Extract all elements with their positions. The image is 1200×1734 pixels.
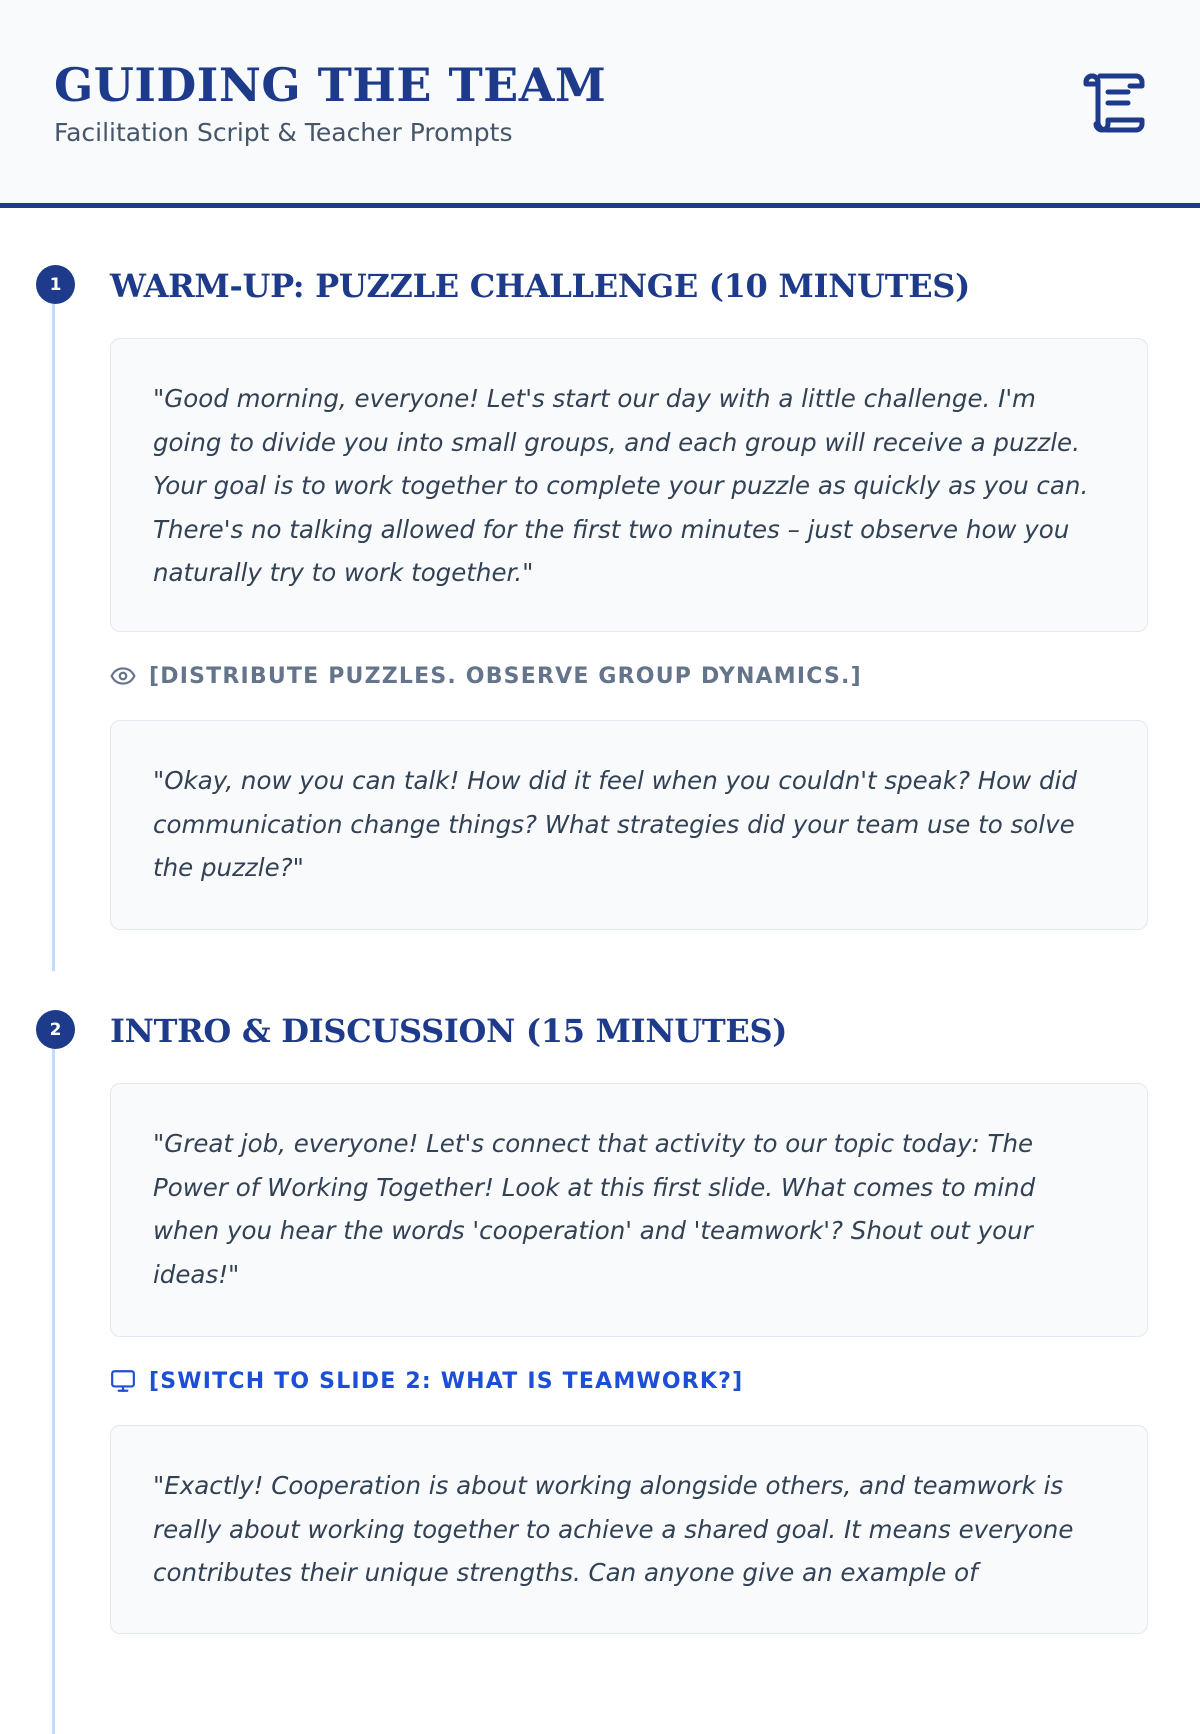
section-heading: INTRO & DISCUSSION (15 MINUTES) bbox=[110, 1012, 788, 1050]
monitor-icon bbox=[110, 1368, 136, 1394]
script-content bbox=[0, 265, 1200, 1634]
script-quote: "Okay, now you can talk! How did it feel when you couldn't speak? How did communication change things? What strategies did your team use to solve the puzzle?" bbox=[110, 720, 1148, 930]
script-quote: "Good morning, everyone! Let's start our day with a little challenge. I'm going to divide you into small groups, and each group will receive a puzzle. Your goal is to work together to complete your puzzle as quickly as you can. There's no talking allowed for the first two minutes – just observe how you naturally try to work together." bbox=[110, 338, 1148, 632]
script-quote: "Great job, everyone! Let's connect that activity to our topic today: The Power of Working Together! Look at this first slide. What comes to mind when you hear the words 'cooperation' and 'teamwork'? Shout out your ideas!" bbox=[110, 1083, 1148, 1337]
section-warm-up bbox=[0, 265, 1200, 930]
scroll-icon bbox=[1080, 70, 1146, 136]
stage-direction-text: [DISTRIBUTE PUZZLES. OBSERVE GROUP DYNAMICS.] bbox=[149, 663, 862, 689]
step-number-badge: 2 bbox=[36, 1010, 75, 1049]
section-heading: WARM-UP: PUZZLE CHALLENGE (10 MINUTES) bbox=[110, 267, 970, 305]
script-quote: "Exactly! Cooperation is about working alongside others, and teamwork is really about working together to achieve a shared goal. It means everyone contributes their unique strengths. Can anyone give an example of bbox=[110, 1425, 1148, 1634]
stage-direction bbox=[110, 1337, 1148, 1425]
timeline-line bbox=[52, 289, 55, 971]
stage-direction bbox=[110, 632, 1148, 720]
eye-icon bbox=[110, 663, 136, 689]
page-subtitle: Facilitation Script & Teacher Prompts bbox=[54, 118, 513, 147]
page-header bbox=[0, 0, 1200, 208]
stage-direction-text: [SWITCH TO SLIDE 2: WHAT IS TEAMWORK?] bbox=[149, 1368, 744, 1394]
step-number-badge: 1 bbox=[36, 265, 75, 304]
section-intro-discussion bbox=[0, 1010, 1200, 1634]
page-title: GUIDING THE TEAM bbox=[54, 58, 607, 112]
timeline-line bbox=[52, 1034, 55, 1734]
